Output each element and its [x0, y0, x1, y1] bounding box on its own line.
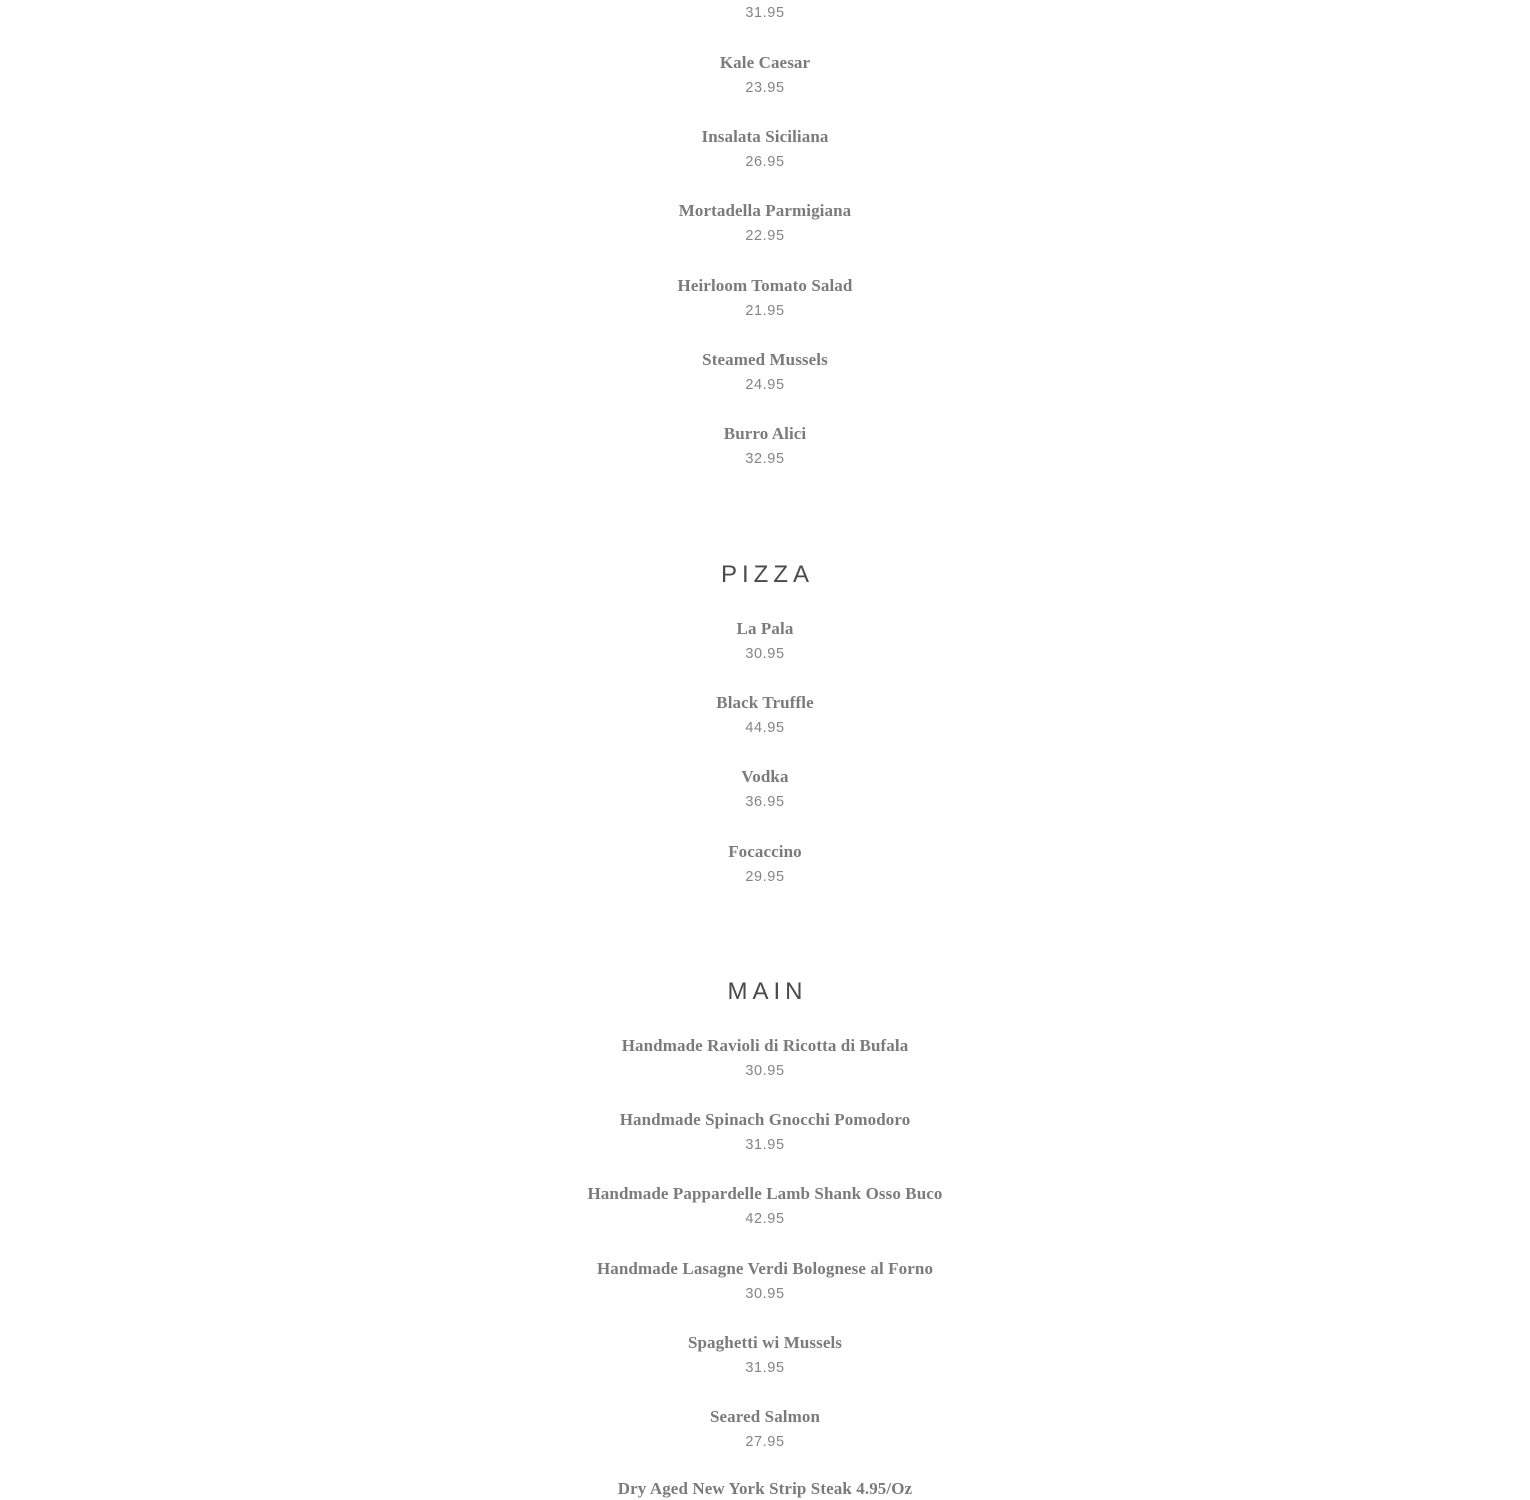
menu-item-partial — [0, 1478, 1530, 1500]
item-name: Handmade Pappardelle Lamb Shank Osso Buco — [587, 1184, 943, 1203]
item-price: 31.95 — [745, 1360, 785, 1376]
menu-item — [0, 349, 1530, 398]
item-price: 27.95 — [745, 1434, 785, 1450]
menu-item — [0, 423, 1530, 472]
section-title-main: MAIN — [727, 978, 808, 1005]
item-name: Steamed Mussels — [702, 350, 828, 369]
item-price: 31.95 — [745, 5, 785, 21]
item-name: Insalata Siciliana — [701, 127, 829, 146]
menu-item — [0, 52, 1530, 101]
item-name: Focaccino — [728, 842, 802, 861]
menu-item — [0, 126, 1530, 175]
menu-item — [0, 692, 1530, 741]
item-price: 29.95 — [745, 869, 785, 885]
menu-item — [0, 200, 1530, 249]
item-name: Burro Alici — [723, 424, 807, 443]
menu-item — [0, 1183, 1530, 1232]
menu-item-partial — [0, 0, 1530, 26]
menu-item — [0, 1332, 1530, 1381]
item-name: Kale Caesar — [719, 53, 811, 72]
item-name: Heirloom Tomato Salad — [677, 276, 853, 295]
item-price: 32.95 — [745, 451, 785, 467]
item-price: 42.95 — [745, 1211, 785, 1227]
item-name: Handmade Ravioli di Ricotta di Bufala — [621, 1036, 909, 1055]
item-price: 31.95 — [745, 1137, 785, 1153]
item-price: 22.95 — [745, 228, 785, 244]
item-name: Handmade Spinach Gnocchi Pomodoro — [619, 1110, 911, 1129]
item-price: 30.95 — [745, 1063, 785, 1079]
menu-item — [0, 275, 1530, 324]
item-name: La Pala — [736, 619, 794, 638]
item-name: Mortadella Parmigiana — [678, 201, 852, 220]
item-name: Spaghetti wi Mussels — [687, 1333, 843, 1352]
menu-item — [0, 1035, 1530, 1084]
menu-item — [0, 1109, 1530, 1158]
item-price: 21.95 — [745, 303, 785, 319]
menu-item — [0, 766, 1530, 815]
item-price: 24.95 — [745, 377, 785, 393]
item-price: 30.95 — [745, 1286, 785, 1302]
item-price: 23.95 — [745, 80, 785, 96]
section-title-pizza: PIZZA — [720, 561, 814, 588]
item-name: Seared Salmon — [709, 1407, 821, 1426]
item-name: Dry Aged New York Strip Steak 4.95/Oz — [617, 1479, 913, 1498]
item-name: Vodka — [741, 767, 789, 786]
item-name: Black Truffle — [716, 693, 814, 712]
menu-item — [0, 1258, 1530, 1307]
item-name: Handmade Lasagne Verdi Bolognese al Forno — [596, 1259, 934, 1278]
menu-item — [0, 841, 1530, 890]
menu-item — [0, 618, 1530, 667]
item-price: 30.95 — [745, 646, 785, 662]
item-price: 36.95 — [745, 794, 785, 810]
menu-item — [0, 1406, 1530, 1455]
item-price: 44.95 — [745, 720, 785, 736]
item-price: 26.95 — [745, 154, 785, 170]
